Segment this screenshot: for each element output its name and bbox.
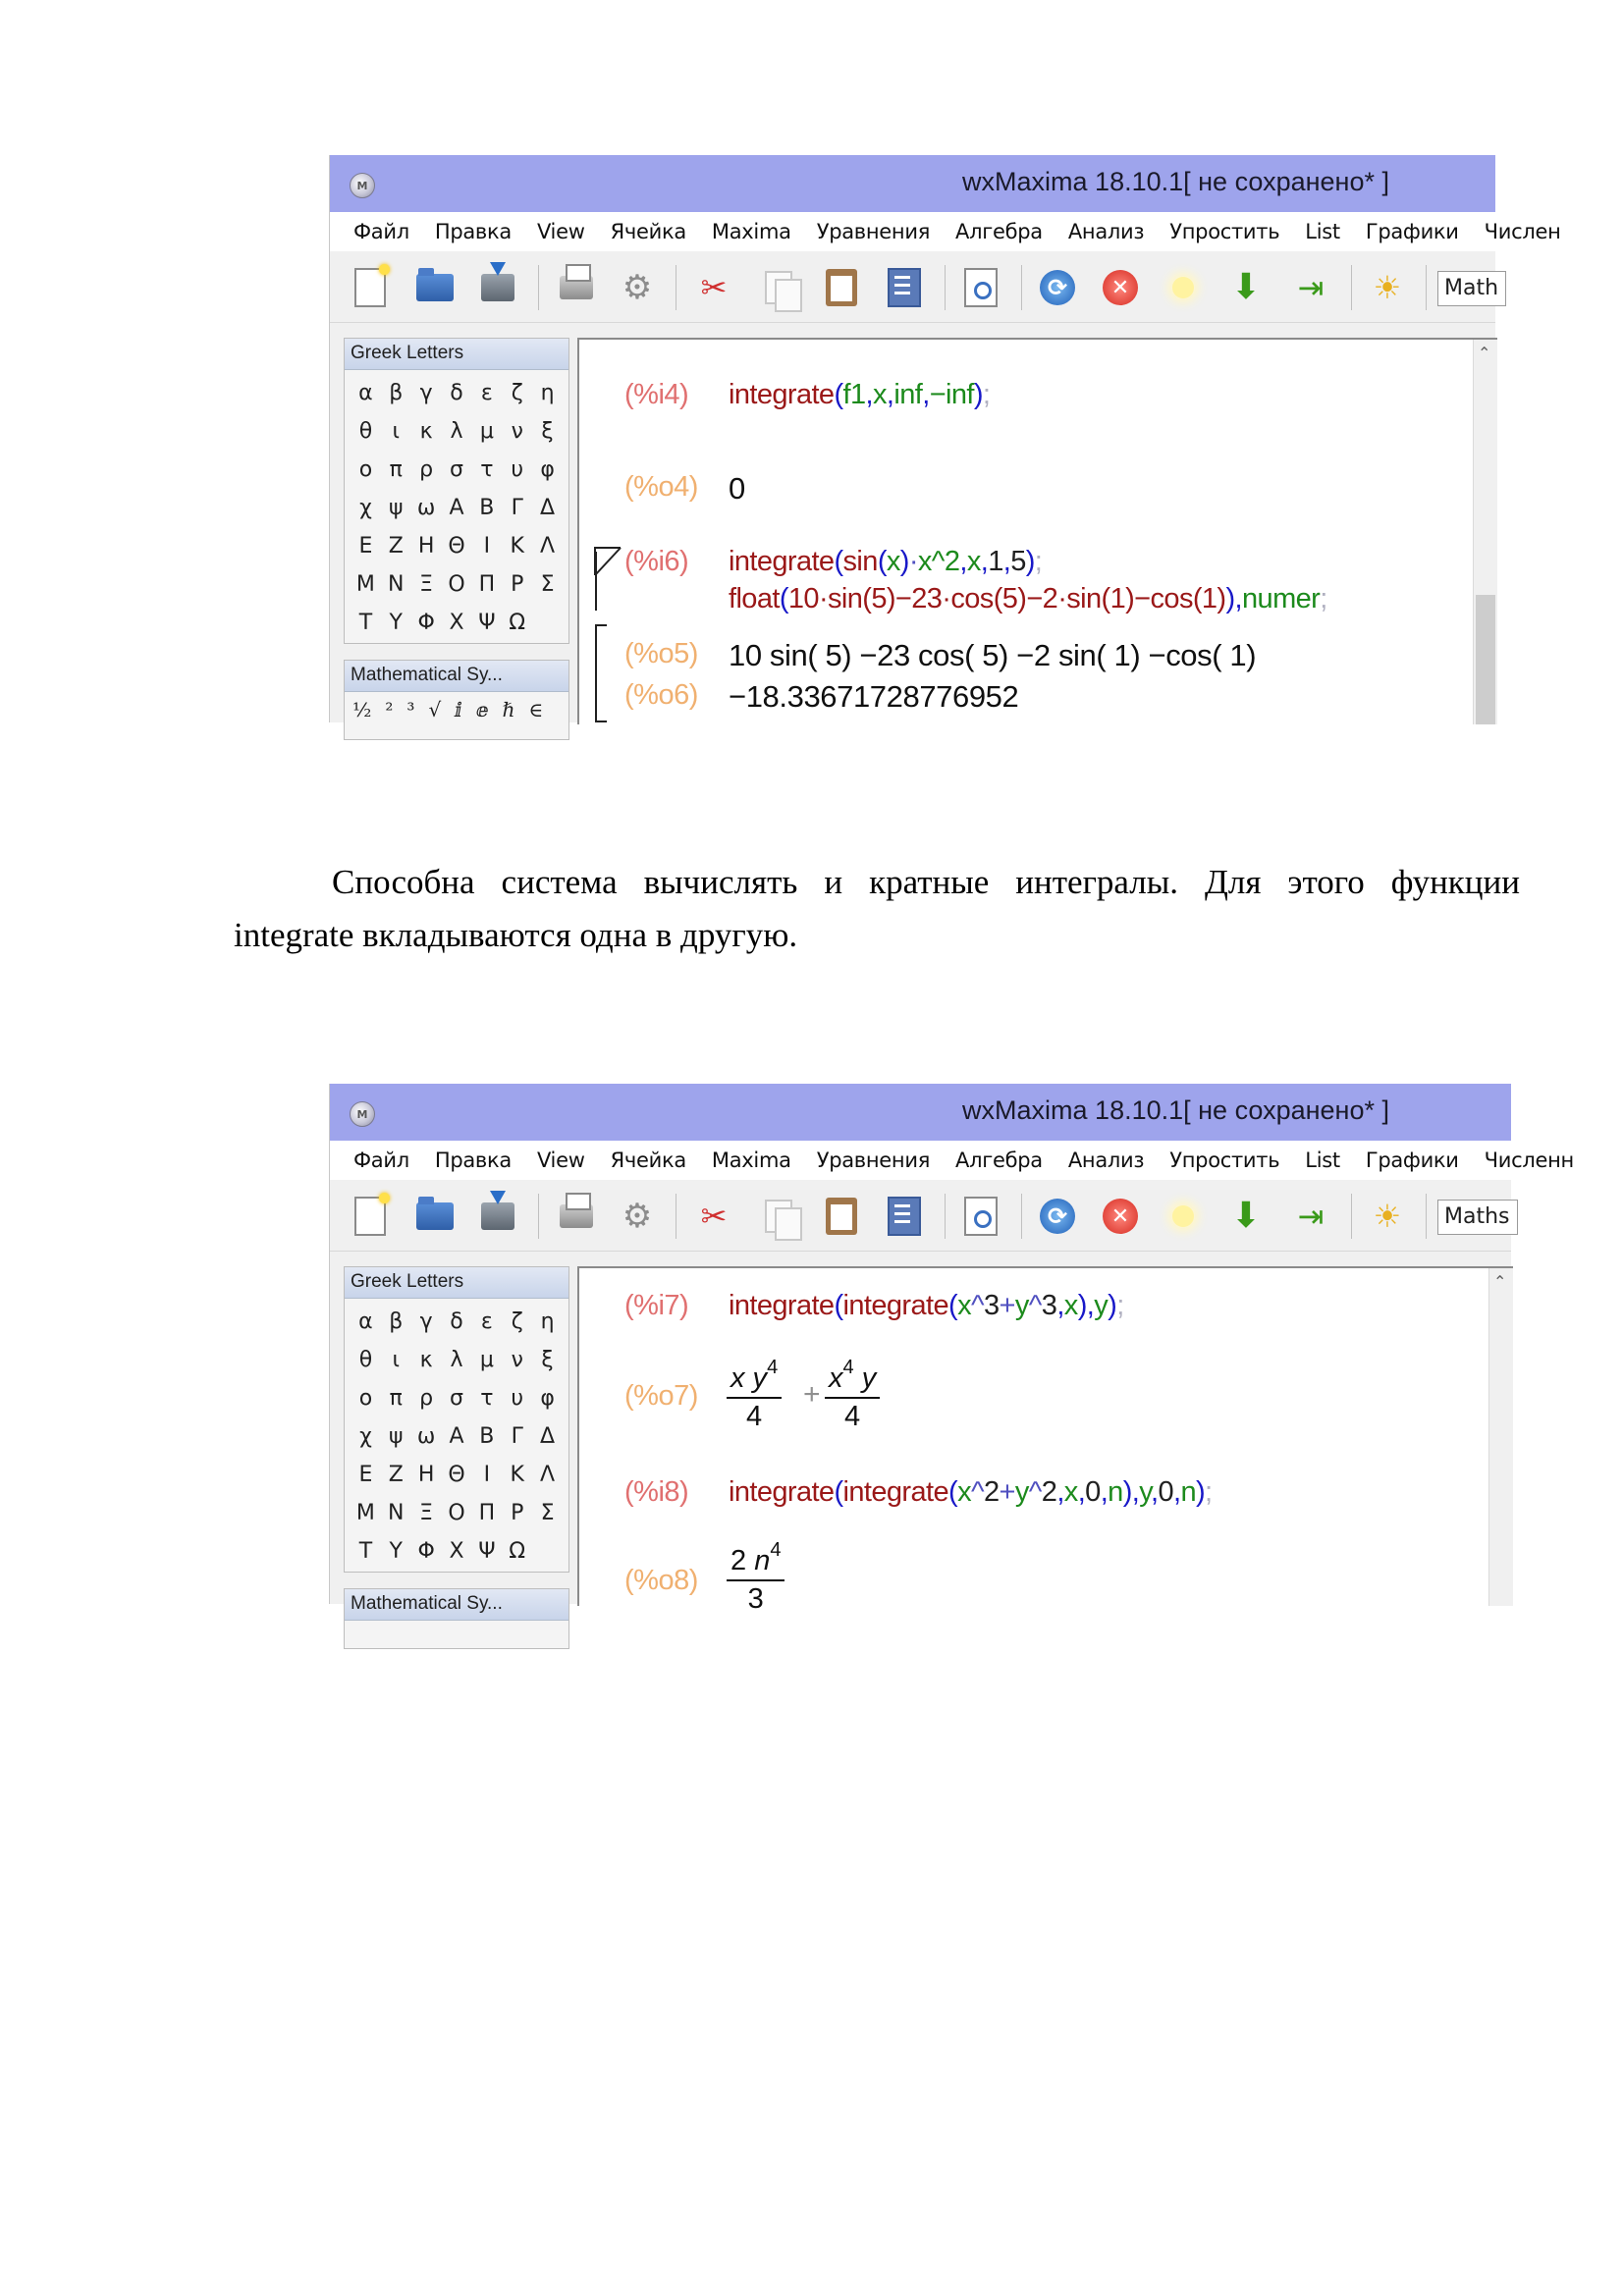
math-symbol[interactable]: ∈ (528, 698, 544, 721)
menu-algebra[interactable]: Алгебра (955, 1148, 1043, 1172)
greek-letter[interactable]: Ζ (388, 1463, 404, 1487)
greek-letter[interactable]: Θ (448, 1463, 465, 1487)
greek-letter[interactable]: ν (511, 1348, 523, 1372)
greek-letter[interactable]: Β (479, 496, 495, 520)
style-combo[interactable]: Math (1437, 271, 1506, 306)
wxmaxima-logo-icon[interactable]: M (350, 1101, 375, 1127)
greek-letter[interactable]: ε (480, 1309, 493, 1334)
menu-view[interactable]: View (536, 220, 585, 243)
greek-letter[interactable]: Π (478, 572, 496, 597)
greek-letter[interactable]: ι (392, 1348, 400, 1372)
cell-label: (%i8) (624, 1476, 689, 1508)
greek-letter[interactable]: φ (540, 457, 555, 482)
greek-letter[interactable]: Δ (540, 496, 556, 520)
cell-label: (%o4) (624, 471, 698, 503)
title-bar (330, 1084, 1511, 1141)
greek-letter[interactable]: α (358, 381, 373, 405)
greek-letter[interactable]: Ξ (419, 1501, 434, 1525)
paste-icon[interactable] (821, 1196, 862, 1237)
settings-gear-icon[interactable]: ⚙ (622, 1197, 653, 1236)
greek-letter[interactable]: Ω (509, 1539, 526, 1564)
cell-output: 10 sin( 5) −23 cos( 5) −2 sin( 1) −cos( 1) (729, 638, 1257, 672)
menu-edit[interactable]: Правка (434, 220, 512, 243)
cell-code-line2[interactable]: float(10·sin(5)−23·cos(5)−2·sin(1)−cos(1)),numer; (729, 583, 1327, 614)
new-document-icon[interactable] (350, 267, 391, 308)
menu-maxima[interactable]: Maxima (711, 220, 791, 243)
cut-icon[interactable]: ✂ (700, 1198, 728, 1235)
fraction: 2 $n^4$ 3 (727, 1539, 784, 1616)
math-symbol[interactable]: ℏ (502, 698, 515, 721)
greek-letter[interactable]: ο (358, 457, 373, 482)
save-icon[interactable] (477, 1196, 518, 1237)
fraction-1: x $y^4$ 4 (727, 1357, 782, 1433)
cell-code[interactable]: integrate(f1,x,inf,−inf); (729, 379, 991, 410)
cell-label: (%i7) (624, 1290, 689, 1321)
greek-letter[interactable]: Λ (540, 1463, 556, 1487)
save-icon[interactable] (477, 267, 518, 308)
new-document-icon[interactable] (350, 1196, 391, 1237)
greek-letter[interactable]: Χ (449, 611, 464, 635)
math-symbol[interactable]: ⅇ (475, 698, 489, 721)
greek-letter[interactable]: π (389, 1386, 403, 1411)
menu-simplify[interactable]: Упростить (1169, 220, 1280, 243)
scroll-thumb[interactable] (1476, 595, 1495, 724)
menu-equations[interactable]: Уравнения (816, 220, 931, 243)
greek-letter[interactable]: ξ (541, 1348, 554, 1372)
greek-letter[interactable]: Σ (540, 1501, 555, 1525)
greek-letter[interactable]: ψ (389, 496, 404, 520)
greek-letter[interactable]: Ρ (511, 572, 524, 597)
greek-letter[interactable]: θ (358, 419, 373, 444)
greek-letter[interactable]: κ (419, 419, 433, 444)
greek-letter[interactable]: Γ (511, 496, 523, 520)
greek-letter[interactable]: μ (479, 1348, 494, 1372)
greek-letter[interactable]: Γ (511, 1424, 523, 1449)
greek-letter[interactable]: Δ (540, 1424, 556, 1449)
greek-letter[interactable]: δ (450, 381, 463, 405)
greek-letter[interactable]: ρ (419, 457, 434, 482)
greek-letter[interactable]: φ (540, 1386, 555, 1411)
menu-cell[interactable]: Ячейка (610, 220, 686, 243)
greek-grid (345, 370, 568, 648)
math-symbols-panel (344, 660, 569, 740)
greek-letter[interactable]: α (358, 1309, 373, 1334)
menu-view[interactable]: View (536, 1148, 585, 1172)
greek-letter[interactable]: Π (478, 1501, 496, 1525)
greek-letter[interactable]: Μ (355, 1501, 375, 1525)
greek-letters-title: Greek Letters (345, 339, 568, 370)
greek-letter[interactable]: Θ (448, 534, 465, 559)
window-title: wxMaxima 18.10.1[ не сохранено* ] (962, 1095, 1389, 1125)
print-icon[interactable] (556, 267, 597, 308)
copy-icon[interactable] (758, 1196, 799, 1237)
greek-letter[interactable]: Α (449, 1424, 464, 1449)
greek-letter[interactable]: Ν (388, 1501, 405, 1525)
cell-label: (%o5) (624, 638, 698, 669)
greek-letter[interactable]: σ (450, 1386, 463, 1411)
find-icon[interactable] (960, 267, 1001, 308)
greek-letter[interactable]: Κ (510, 1463, 524, 1487)
greek-letter[interactable]: Ψ (478, 611, 496, 635)
cell-output: 0 (729, 471, 745, 506)
greek-letter[interactable]: ζ (511, 1309, 523, 1334)
greek-letter[interactable]: δ (450, 1309, 463, 1334)
greek-letter[interactable]: ε (480, 381, 493, 405)
menu-edit[interactable]: Правка (434, 1148, 512, 1172)
greek-letter[interactable]: Ρ (511, 1501, 524, 1525)
math-symbol[interactable]: ² (385, 698, 394, 721)
settings-gear-icon[interactable]: ⚙ (622, 268, 653, 307)
greek-letter[interactable]: Φ (417, 1539, 435, 1564)
greek-letter[interactable]: ν (511, 419, 523, 444)
cell-label: (%i4) (624, 379, 689, 410)
greek-letters-panel (344, 1266, 569, 1573)
document-icon[interactable] (884, 267, 925, 308)
download-icon[interactable]: ⬇ (1230, 267, 1262, 307)
math-symbol[interactable]: ½ (352, 698, 372, 721)
greek-letter[interactable]: Χ (449, 1539, 464, 1564)
menu-list[interactable]: List (1305, 220, 1340, 243)
math-symbols-title: Mathematical Sy... (345, 1589, 568, 1621)
copy-icon[interactable] (758, 267, 799, 308)
sun-icon[interactable] (1163, 267, 1204, 308)
greek-letter[interactable]: ρ (419, 1386, 434, 1411)
greek-letter[interactable]: ψ (389, 1424, 404, 1449)
greek-letter[interactable]: τ (480, 457, 494, 482)
output-cell-o8 (579, 1539, 972, 1618)
math-symbol[interactable]: ³ (406, 698, 415, 721)
greek-letter[interactable]: Μ (355, 572, 375, 597)
refresh-icon[interactable]: ⟳ (1037, 1196, 1078, 1237)
greek-letter[interactable]: ζ (511, 381, 523, 405)
menu-bar (330, 1141, 1574, 1180)
menu-numeric[interactable]: Численн (1484, 1148, 1574, 1172)
greek-letter[interactable]: γ (419, 1309, 433, 1334)
menu-simplify[interactable]: Упростить (1169, 1148, 1280, 1172)
greek-letter[interactable]: κ (419, 1348, 433, 1372)
step-forward-icon[interactable]: ⇥ (1297, 269, 1325, 306)
plus-sign: + (803, 1378, 821, 1411)
math-symbols-row (345, 692, 568, 727)
document-icon[interactable] (884, 1196, 925, 1237)
greek-letter[interactable]: Β (479, 1424, 495, 1449)
greek-letter[interactable]: Ο (448, 1501, 465, 1525)
greek-letter[interactable]: Υ (389, 1539, 403, 1564)
worksheet[interactable] (577, 1266, 1513, 1615)
greek-letter[interactable]: ι (392, 419, 400, 444)
math-symbol[interactable]: √ (428, 698, 442, 721)
greek-letter[interactable]: Κ (510, 534, 524, 559)
sidebar (344, 338, 569, 740)
cell-bracket-triangle-icon[interactable] (595, 546, 622, 575)
menu-list[interactable]: List (1305, 1148, 1340, 1172)
greek-letter[interactable]: σ (450, 457, 463, 482)
greek-letter[interactable]: β (389, 1309, 404, 1334)
greek-letter[interactable]: β (389, 381, 404, 405)
cell-label: (%o6) (624, 679, 698, 711)
greek-letters-panel (344, 338, 569, 644)
cell-code-line1[interactable]: integrate(sin(x)·x^2,x,1,5); (729, 546, 1043, 577)
greek-letter[interactable]: λ (450, 419, 463, 444)
download-icon[interactable]: ⬇ (1230, 1196, 1262, 1236)
greek-letter[interactable]: Ν (388, 572, 405, 597)
greek-letter[interactable]: ω (416, 1424, 436, 1449)
menu-calculus[interactable]: Анализ (1067, 1148, 1145, 1172)
worksheet[interactable] (577, 338, 1497, 724)
greek-letter[interactable]: Τ (358, 1539, 373, 1564)
menu-maxima[interactable]: Maxima (711, 1148, 791, 1172)
cell-label: (%o8) (624, 1565, 698, 1596)
greek-letter[interactable]: ω (416, 496, 436, 520)
math-symbols-panel (344, 1588, 569, 1649)
vertical-scrollbar[interactable] (1488, 1268, 1513, 1606)
cell-label: (%i6) (624, 546, 689, 577)
wxmaxima-window-2 (329, 1084, 1574, 1615)
sidebar (344, 1266, 569, 1649)
menu-file[interactable]: Файл (353, 1148, 409, 1172)
weather-icon[interactable]: ☀ (1373, 269, 1402, 306)
greek-letter[interactable]: Ε (358, 534, 373, 559)
cell-output: −18.33671728776952 (729, 679, 1019, 714)
greek-letter[interactable]: Ψ (478, 1539, 496, 1564)
greek-letter[interactable]: μ (479, 419, 494, 444)
menu-numeric[interactable]: Числен (1484, 220, 1561, 243)
greek-letter[interactable]: τ (480, 1386, 494, 1411)
cell-code[interactable]: integrate(integrate(x^2+y^2,x,0,n),y,0,n); (729, 1476, 1213, 1508)
greek-letter[interactable]: Ω (509, 611, 526, 635)
greek-letter[interactable]: Α (449, 496, 464, 520)
greek-letter[interactable]: υ (511, 1386, 524, 1411)
greek-grid (345, 1299, 568, 1576)
paragraph-line-2: integrate вкладываются одна в другую. (234, 916, 798, 954)
greek-letter[interactable]: η (540, 381, 555, 405)
window-title: wxMaxima 18.10.1[ не сохранено* ] (962, 167, 1389, 196)
sun-icon[interactable] (1163, 1196, 1204, 1237)
print-icon[interactable] (556, 1196, 597, 1237)
menu-file[interactable]: Файл (353, 220, 409, 243)
greek-letter[interactable]: Σ (540, 572, 555, 597)
weather-icon[interactable]: ☀ (1373, 1198, 1402, 1235)
menu-plot[interactable]: Графики (1365, 1148, 1459, 1172)
greek-letter[interactable]: Η (417, 534, 435, 559)
output-cell-o7 (579, 1357, 1168, 1435)
greek-letter[interactable]: Ι (483, 1463, 491, 1487)
greek-letter[interactable]: Ε (358, 1463, 373, 1487)
menu-equations[interactable]: Уравнения (816, 1148, 931, 1172)
greek-letter[interactable]: ξ (541, 419, 554, 444)
greek-letter[interactable]: Η (417, 1463, 435, 1487)
wxmaxima-logo-icon[interactable]: M (350, 173, 375, 198)
greek-letter[interactable]: Λ (540, 534, 556, 559)
greek-letter[interactable]: Ο (448, 572, 465, 597)
greek-letter[interactable]: Τ (358, 611, 373, 635)
menu-cell[interactable]: Ячейка (610, 1148, 686, 1172)
toolbar (330, 251, 1499, 323)
fraction-2: $x^4$ y 4 (825, 1357, 880, 1433)
cell-code[interactable]: integrate(integrate(x^3+y^3,x),y); (729, 1290, 1124, 1321)
scroll-up-arrow-icon[interactable]: ⌃ (1493, 1272, 1507, 1291)
greek-letter[interactable]: Ι (483, 534, 491, 559)
toolbar (330, 1180, 1511, 1252)
greek-letter[interactable]: Ζ (388, 534, 404, 559)
body-paragraph (234, 856, 1520, 962)
math-symbols-title: Mathematical Sy... (345, 661, 568, 692)
cell-label: (%o7) (624, 1380, 698, 1412)
menu-plot[interactable]: Графики (1365, 220, 1459, 243)
greek-letter[interactable]: η (540, 1309, 555, 1334)
menu-calculus[interactable]: Анализ (1067, 220, 1145, 243)
greek-letter[interactable]: λ (450, 1348, 463, 1372)
paste-icon[interactable] (821, 267, 862, 308)
step-forward-icon[interactable]: ⇥ (1297, 1198, 1325, 1235)
paragraph-line-1: Способна система вычислять и кратные интегралы. Для этого функции (332, 863, 1520, 901)
vertical-scrollbar[interactable] (1473, 340, 1497, 724)
greek-letter[interactable]: ο (358, 1386, 373, 1411)
menu-bar (330, 212, 1561, 251)
stop-icon[interactable]: ✕ (1100, 267, 1141, 308)
refresh-icon[interactable]: ⟳ (1037, 267, 1078, 308)
wxmaxima-window-1 (329, 155, 1561, 722)
style-combo[interactable]: Maths (1437, 1200, 1518, 1235)
greek-letter[interactable]: Φ (417, 611, 435, 635)
greek-letter[interactable]: χ (359, 1424, 372, 1449)
open-folder-icon[interactable] (414, 267, 456, 308)
title-bar (330, 155, 1495, 212)
greek-letter[interactable]: Ξ (419, 572, 434, 597)
greek-letter[interactable]: γ (419, 381, 433, 405)
math-symbol[interactable]: ⅈ (455, 698, 462, 721)
greek-letter[interactable]: υ (511, 457, 524, 482)
greek-letter[interactable]: Υ (389, 611, 403, 635)
greek-letter[interactable]: χ (359, 496, 372, 520)
cell-bracket[interactable] (595, 624, 597, 722)
open-folder-icon[interactable] (414, 1196, 456, 1237)
greek-letter[interactable]: θ (358, 1348, 373, 1372)
greek-letters-title: Greek Letters (345, 1267, 568, 1299)
greek-letter[interactable]: π (389, 457, 403, 482)
menu-algebra[interactable]: Алгебра (955, 220, 1043, 243)
stop-icon[interactable]: ✕ (1100, 1196, 1141, 1237)
scroll-up-arrow-icon[interactable]: ⌃ (1478, 344, 1491, 362)
find-icon[interactable] (960, 1196, 1001, 1237)
cut-icon[interactable]: ✂ (700, 269, 728, 306)
